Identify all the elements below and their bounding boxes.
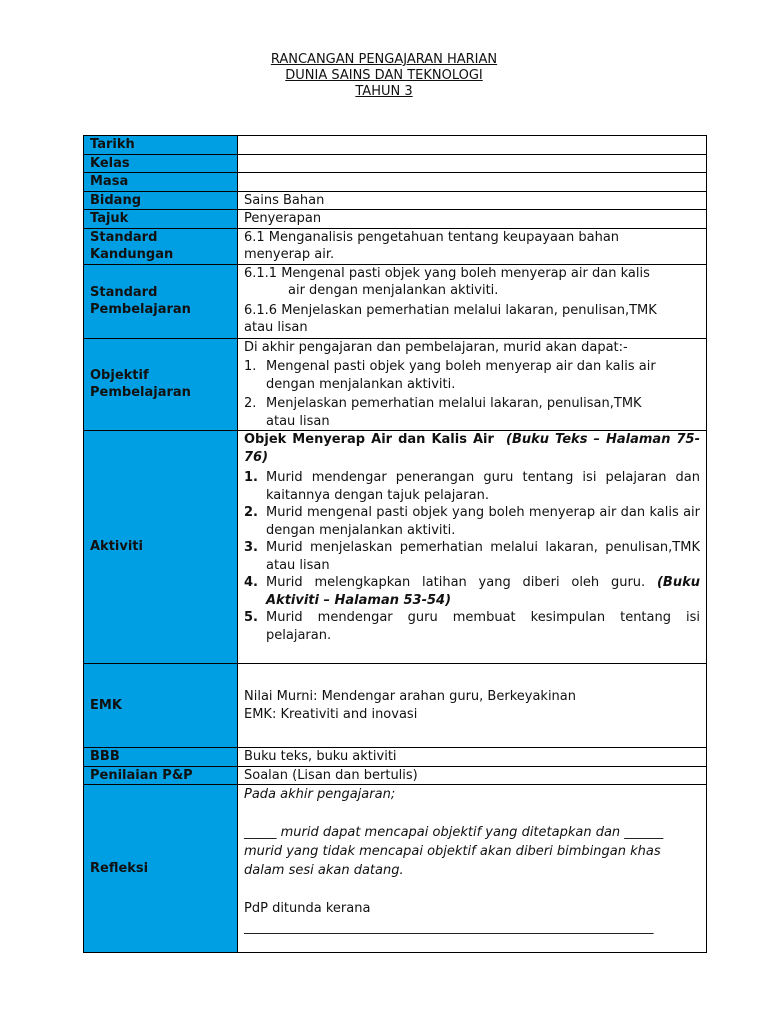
value-bbb: Buku teks, buku aktiviti xyxy=(238,748,707,767)
text-line: 6.1 Menganalisis pengetahuan tentang keupayaan bahan xyxy=(244,229,620,245)
row-bidang xyxy=(84,191,707,210)
value-aktiviti xyxy=(238,431,707,664)
label-tarikh: Tarikh xyxy=(84,136,238,155)
list-ref: (Buku Aktiviti – Halaman 53-54) xyxy=(266,575,700,608)
value-penilaian: Soalan (Lisan dan bertulis) xyxy=(238,766,707,785)
label-tajuk: Tajuk xyxy=(84,210,238,229)
objektif-intro: Di akhir pengajaran dan pembelajaran, murid akan dapat:- xyxy=(244,339,628,355)
list-number: 1. xyxy=(244,470,258,485)
value-standard-pembelajaran xyxy=(238,264,707,338)
row-kelas xyxy=(84,154,707,173)
text-line: Pada akhir pengajaran; xyxy=(244,787,396,802)
row-refleksi xyxy=(84,785,707,953)
value-tarikh[interactable] xyxy=(238,136,707,155)
text-line: murid yang tidak mencapai objektif akan diberi bimbingan khas xyxy=(244,844,661,859)
text-line: menyerap air. xyxy=(244,247,335,262)
header-title: RANCANGAN PENGAJARAN HARIAN xyxy=(270,52,498,67)
text-line: dengan menjalankan aktiviti. xyxy=(266,376,456,392)
text-line: 6.1.1 Mengenal pasti objek yang boleh menyerap air dan kalis xyxy=(244,265,650,281)
label-objektif xyxy=(84,338,238,431)
row-bbb xyxy=(84,748,707,767)
text-line: Mengenal pasti objek yang boleh menyerap air dan kalis air xyxy=(266,359,656,374)
value-standard-kandungan xyxy=(238,228,707,264)
text-line: atau lisan xyxy=(244,320,308,335)
list-number: 2. xyxy=(244,396,257,411)
text-line: dalam sesi akan datang. xyxy=(244,863,404,878)
value-emk xyxy=(238,664,707,748)
label-standard-pembelajaran xyxy=(84,264,238,338)
label-line: Pembelajaran xyxy=(90,385,191,401)
list-item xyxy=(244,609,700,644)
value-objektif xyxy=(238,338,707,431)
label-standard-kandungan xyxy=(84,228,238,264)
text-line: PdP ditunda kerana xyxy=(244,901,371,916)
label-bbb: BBB xyxy=(84,748,238,767)
list-text: Murid mendengar penerangan guru tentang isi pelajaran dan kaitannya dengan tajuk pelajaran. xyxy=(266,470,700,503)
aktiviti-title xyxy=(244,431,700,467)
value-kelas[interactable] xyxy=(238,154,707,173)
value-masa[interactable] xyxy=(238,173,707,192)
value-refleksi xyxy=(238,785,707,953)
list-item xyxy=(244,469,700,504)
aktiviti-title-text: Objek Menyerap Air dan Kalis Air xyxy=(244,432,494,447)
text-line: Menjelaskan pemerhatian melalui lakaran, penulisan,TMK xyxy=(266,396,642,411)
aktiviti-title-ref: (Buku Teks – Halaman 75-76) xyxy=(244,432,700,465)
header-subject: DUNIA SAINS DAN TEKNOLOGI xyxy=(285,68,483,83)
label-penilaian: Penilaian P&P xyxy=(84,766,238,785)
list-item xyxy=(244,358,700,393)
lesson-plan-table xyxy=(83,135,707,953)
label-line: Standard xyxy=(90,229,158,245)
label-bidang: Bidang xyxy=(84,191,238,210)
document-header xyxy=(0,52,768,100)
label-aktiviti: Aktiviti xyxy=(84,431,238,664)
label-kelas: Kelas xyxy=(84,154,238,173)
text-line: 6.1.6 Menjelaskan pemerhatian melalui lakaran, penulisan,TMK xyxy=(244,302,657,318)
label-line: Pembelajaran xyxy=(90,302,191,317)
row-tajuk xyxy=(84,210,707,229)
label-line: Objektif xyxy=(90,367,149,383)
list-item xyxy=(244,539,700,574)
header-year: TAHUN 3 xyxy=(355,84,413,99)
list-number: 5. xyxy=(244,610,258,625)
list-number: 3. xyxy=(244,540,258,555)
label-refleksi: Refleksi xyxy=(84,785,238,953)
text-line: Nilai Murni: Mendengar arahan guru, Berkeyakinan xyxy=(244,689,576,704)
label-emk: EMK xyxy=(84,664,238,748)
row-penilaian xyxy=(84,766,707,785)
list-text: Murid menjelaskan pemerhatian melalui lakaran, penulisan,TMK atau lisan xyxy=(266,540,700,573)
label-line: Standard xyxy=(90,284,158,300)
text-line: EMK: Kreativiti and inovasi xyxy=(244,706,418,722)
text-line: air dengan menjalankan aktiviti. xyxy=(288,283,499,298)
value-tajuk: Penyerapan xyxy=(238,210,707,229)
row-tarikh xyxy=(84,136,707,155)
row-aktiviti xyxy=(84,431,707,664)
list-item xyxy=(244,395,700,430)
row-standard-kandungan xyxy=(84,228,707,264)
blank-line[interactable]: _______________________________________________________________ xyxy=(244,920,654,935)
list-item xyxy=(244,504,700,539)
row-standard-pembelajaran xyxy=(84,264,707,338)
label-masa: Masa xyxy=(84,173,238,192)
row-masa xyxy=(84,173,707,192)
list-number: 2. xyxy=(244,505,258,520)
list-number: 1. xyxy=(244,359,257,374)
row-emk xyxy=(84,664,707,748)
text-line: _____ murid dapat mencapai objektif yang ditetapkan dan ______ xyxy=(244,825,664,840)
list-text: Murid mendengar guru membuat kesimpulan tentang isi pelajaran. xyxy=(266,610,700,643)
label-line: Kandungan xyxy=(90,247,174,262)
list-item xyxy=(244,574,700,609)
text-line: atau lisan xyxy=(266,413,330,429)
list-text: Murid mengenal pasti objek yang boleh menyerap air dan kalis air dengan menjalankan aktiviti. xyxy=(266,505,700,538)
row-objektif xyxy=(84,338,707,431)
list-text: Murid melengkapkan latihan yang diberi oleh guru. xyxy=(266,575,646,590)
list-number: 4. xyxy=(244,575,258,590)
value-bidang: Sains Bahan xyxy=(238,191,707,210)
